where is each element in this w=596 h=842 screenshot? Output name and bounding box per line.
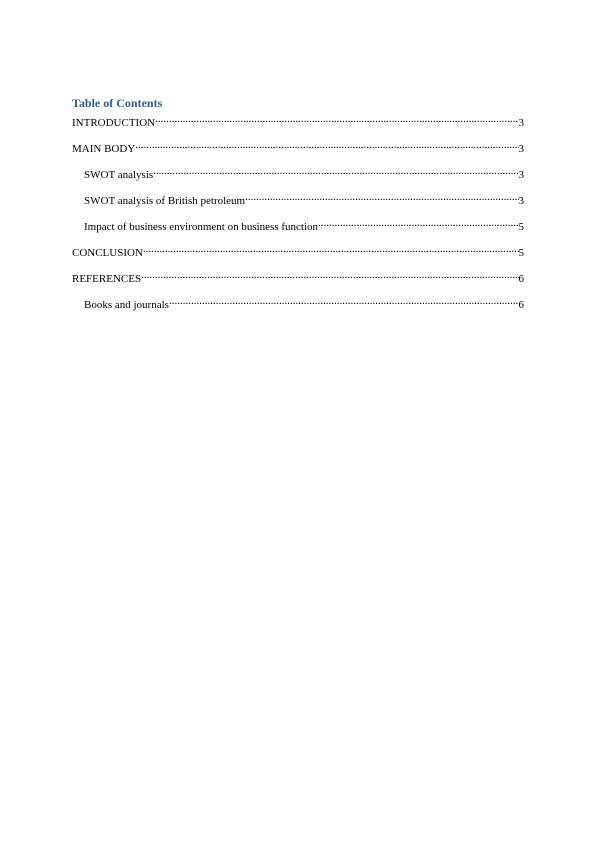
toc-entry-impact-business-environment[interactable] bbox=[72, 217, 524, 233]
toc-entry-references[interactable] bbox=[72, 269, 524, 285]
toc-entry-label: MAIN BODY bbox=[72, 143, 136, 155]
toc-entry-conclusion[interactable] bbox=[72, 243, 524, 259]
toc-entry-swot-british-petroleum[interactable] bbox=[72, 191, 524, 207]
toc-entry-label: REFERENCES bbox=[72, 273, 142, 285]
toc-dot-leader bbox=[318, 217, 518, 230]
toc-dot-leader bbox=[245, 191, 518, 204]
toc-entry-label: Impact of business environment on business function bbox=[84, 221, 319, 233]
toc-entry-books-and-journals[interactable] bbox=[72, 295, 524, 311]
toc-entry-label: SWOT analysis of British petroleum bbox=[84, 195, 246, 207]
toc-dot-leader bbox=[169, 295, 519, 308]
toc-page-number: 3 bbox=[518, 143, 524, 155]
toc-entry-label: INTRODUCTION bbox=[72, 117, 156, 129]
table-of-contents bbox=[72, 95, 524, 321]
toc-dot-leader bbox=[143, 243, 519, 256]
toc-page-number: 5 bbox=[518, 247, 524, 259]
toc-page-number: 3 bbox=[518, 195, 524, 207]
toc-page-number: 6 bbox=[518, 299, 524, 311]
toc-entry-label: Books and journals bbox=[84, 299, 169, 311]
toc-entry-label: CONCLUSION bbox=[72, 247, 143, 259]
toc-page-number: 6 bbox=[518, 273, 524, 285]
toc-list bbox=[72, 113, 524, 311]
toc-entry-introduction[interactable] bbox=[72, 113, 524, 129]
toc-dot-leader bbox=[141, 269, 518, 282]
toc-entry-main-body[interactable] bbox=[72, 139, 524, 155]
toc-heading: Table of Contents bbox=[72, 96, 163, 110]
toc-page-number: 3 bbox=[518, 117, 524, 129]
toc-dot-leader bbox=[135, 139, 518, 152]
toc-page-number: 5 bbox=[518, 221, 524, 233]
toc-entry-swot-analysis[interactable] bbox=[72, 165, 524, 181]
toc-entry-label: SWOT analysis bbox=[84, 169, 154, 181]
toc-dot-leader bbox=[155, 113, 518, 126]
toc-dot-leader bbox=[153, 165, 518, 178]
toc-page-number: 3 bbox=[518, 169, 524, 181]
